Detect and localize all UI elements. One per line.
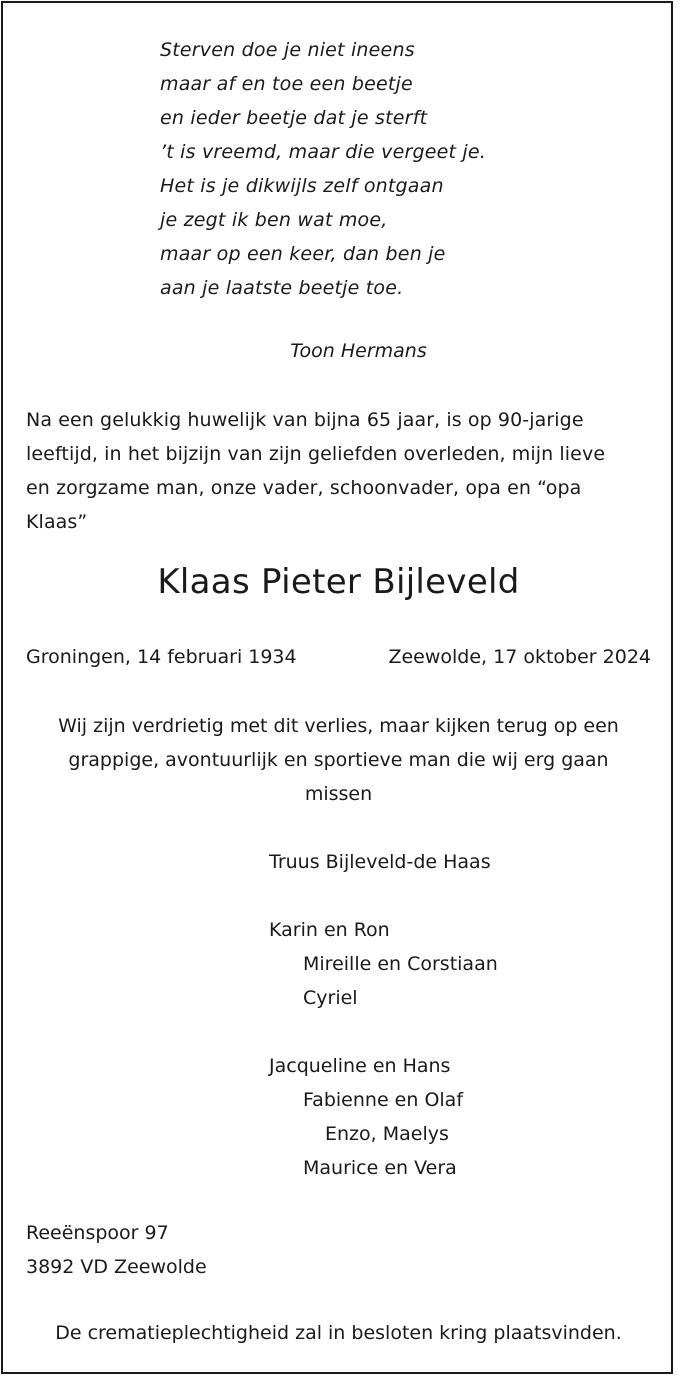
closing-note: De crematieplechtigheid zal in besloten kring plaatsvinden. [55,1322,622,1344]
correspondence-address [26,1216,207,1284]
spacer [269,879,498,913]
poem-line: maar op een keer, dan ben je [160,243,446,265]
poem-line: je zegt ik ben wat moe, [160,209,388,231]
poem-line: en ieder beetje dat je sterft [160,107,428,129]
poem [160,33,486,305]
spouse-name: Truus Bijleveld-de Haas [269,851,491,873]
message-line: Wij zijn verdrietig met dit verlies, maar kijken terug op een [58,715,619,737]
poem-line: ’t is vreemd, maar die vergeet je. [160,141,487,163]
family-list [269,845,498,1185]
death-place-date: Zeewolde, 17 oktober 2024 [388,646,651,668]
address-street: Reeënspoor 97 [26,1222,169,1244]
spacer [269,1015,498,1049]
message-line: grappige, avontuurlijk en sportieve man die wij erg gaan [68,749,609,771]
message-line: missen [304,783,373,805]
family-child: Maurice en Vera [303,1157,457,1179]
poem-author: Toon Hermans [290,340,427,362]
intro-line: en zorgzame man, onze vader, schoonvader, opa en “opa [26,477,582,499]
poem-line: aan je laatste beetje toe. [160,277,404,299]
intro-line: leeftijd, in het bijzijn van zijn geliefden overleden, mijn lieve [26,443,606,465]
intro-line: Klaas” [26,511,88,533]
family-child: Cyriel [303,987,358,1009]
address-city: 3892 VD Zeewolde [26,1256,207,1278]
family-parents: Karin en Ron [269,919,390,941]
intro-line: Na een gelukkig huwelijk van bijna 65 jaar, is op 90-jarige [26,409,584,431]
birth-place-date: Groningen, 14 februari 1934 [26,646,297,668]
poem-line: maar af en toe een beetje [160,73,413,95]
family-child: Mireille en Corstiaan [303,953,498,975]
family-parents: Jacqueline en Hans [269,1055,451,1077]
family-grandchildren: Enzo, Maelys [325,1123,449,1145]
family-child: Fabienne en Olaf [303,1089,464,1111]
intro-text [26,403,651,539]
family-message [26,709,651,811]
poem-line: Het is je dikwijls zelf ontgaan [160,175,444,197]
poem-line: Sterven doe je niet ineens [160,39,415,61]
deceased-name: Klaas Pieter Bijleveld [157,562,520,602]
